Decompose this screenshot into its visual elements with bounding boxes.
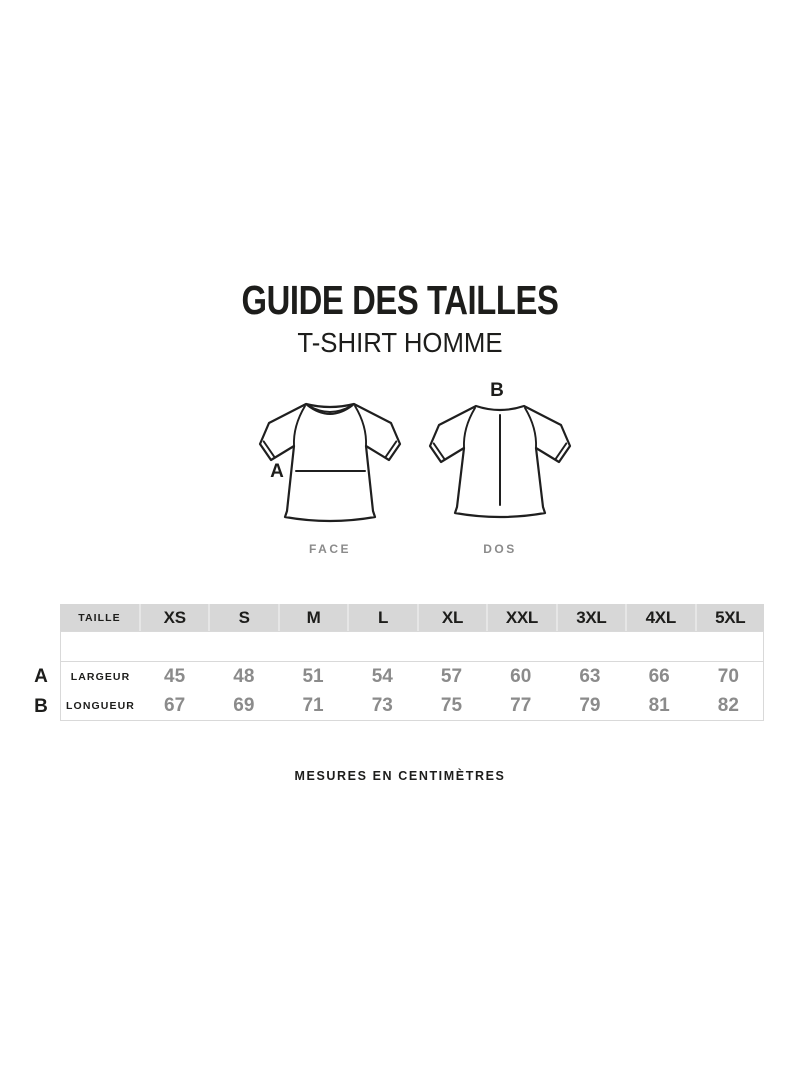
column-header-4xl: 4XL [625,604,694,631]
largeur-l: 54 [371,665,393,687]
longueur-s: 69 [233,694,255,716]
page-title: GUIDE DES TAILLES [241,277,559,323]
largeur-3xl: 63 [579,665,601,687]
length-marker-label: B [490,380,504,401]
back-figure-caption: DOS [483,542,517,556]
longueur-5xl: 82 [717,694,739,716]
table-row-longueur [61,691,763,720]
column-header-xl: XL [417,604,486,631]
page-subtitle: T-SHIRT HOMME [297,327,503,358]
front-figure-caption: FACE [308,542,351,556]
row-label-largeur: LARGEUR [70,670,131,683]
longueur-m: 71 [302,694,324,716]
largeur-xxl: 60 [510,665,532,687]
back-shirt-diagram [427,398,573,524]
largeur-5xl: 70 [717,665,739,687]
largeur-xs: 45 [164,665,186,687]
table-spacer-row [61,632,763,662]
size-table [60,604,764,721]
column-header-xs: XS [139,604,208,631]
row-marker-length: B [34,696,48,717]
largeur-m: 51 [302,665,324,687]
column-header-m: M [278,604,347,631]
largeur-xl: 57 [440,665,463,687]
longueur-3xl: 79 [579,694,601,716]
longueur-4xl: 81 [648,694,670,716]
row-marker-width: A [34,666,48,687]
table-row-largeur [61,662,763,691]
units-footnote: MESURES EN CENTIMÈTRES [294,769,506,783]
column-header-xxl: XXL [486,604,555,631]
longueur-xs: 67 [164,694,186,716]
longueur-xl: 75 [440,694,463,716]
column-header-l: L [347,604,416,631]
longueur-xxl: 77 [510,694,532,716]
size-table-body [60,631,764,721]
column-header-s: S [208,604,277,631]
row-label-longueur: LONGUEUR [66,699,135,712]
largeur-4xl: 66 [648,665,670,687]
column-header-3xl: 3XL [556,604,625,631]
longueur-l: 73 [371,694,393,716]
column-header-taille: TAILLE [78,611,121,624]
column-header-5xl: 5XL [695,604,764,631]
largeur-s: 48 [233,665,255,687]
size-table-header [60,604,764,631]
width-marker-label: A [270,461,284,482]
back-shirt-figure [400,398,600,524]
